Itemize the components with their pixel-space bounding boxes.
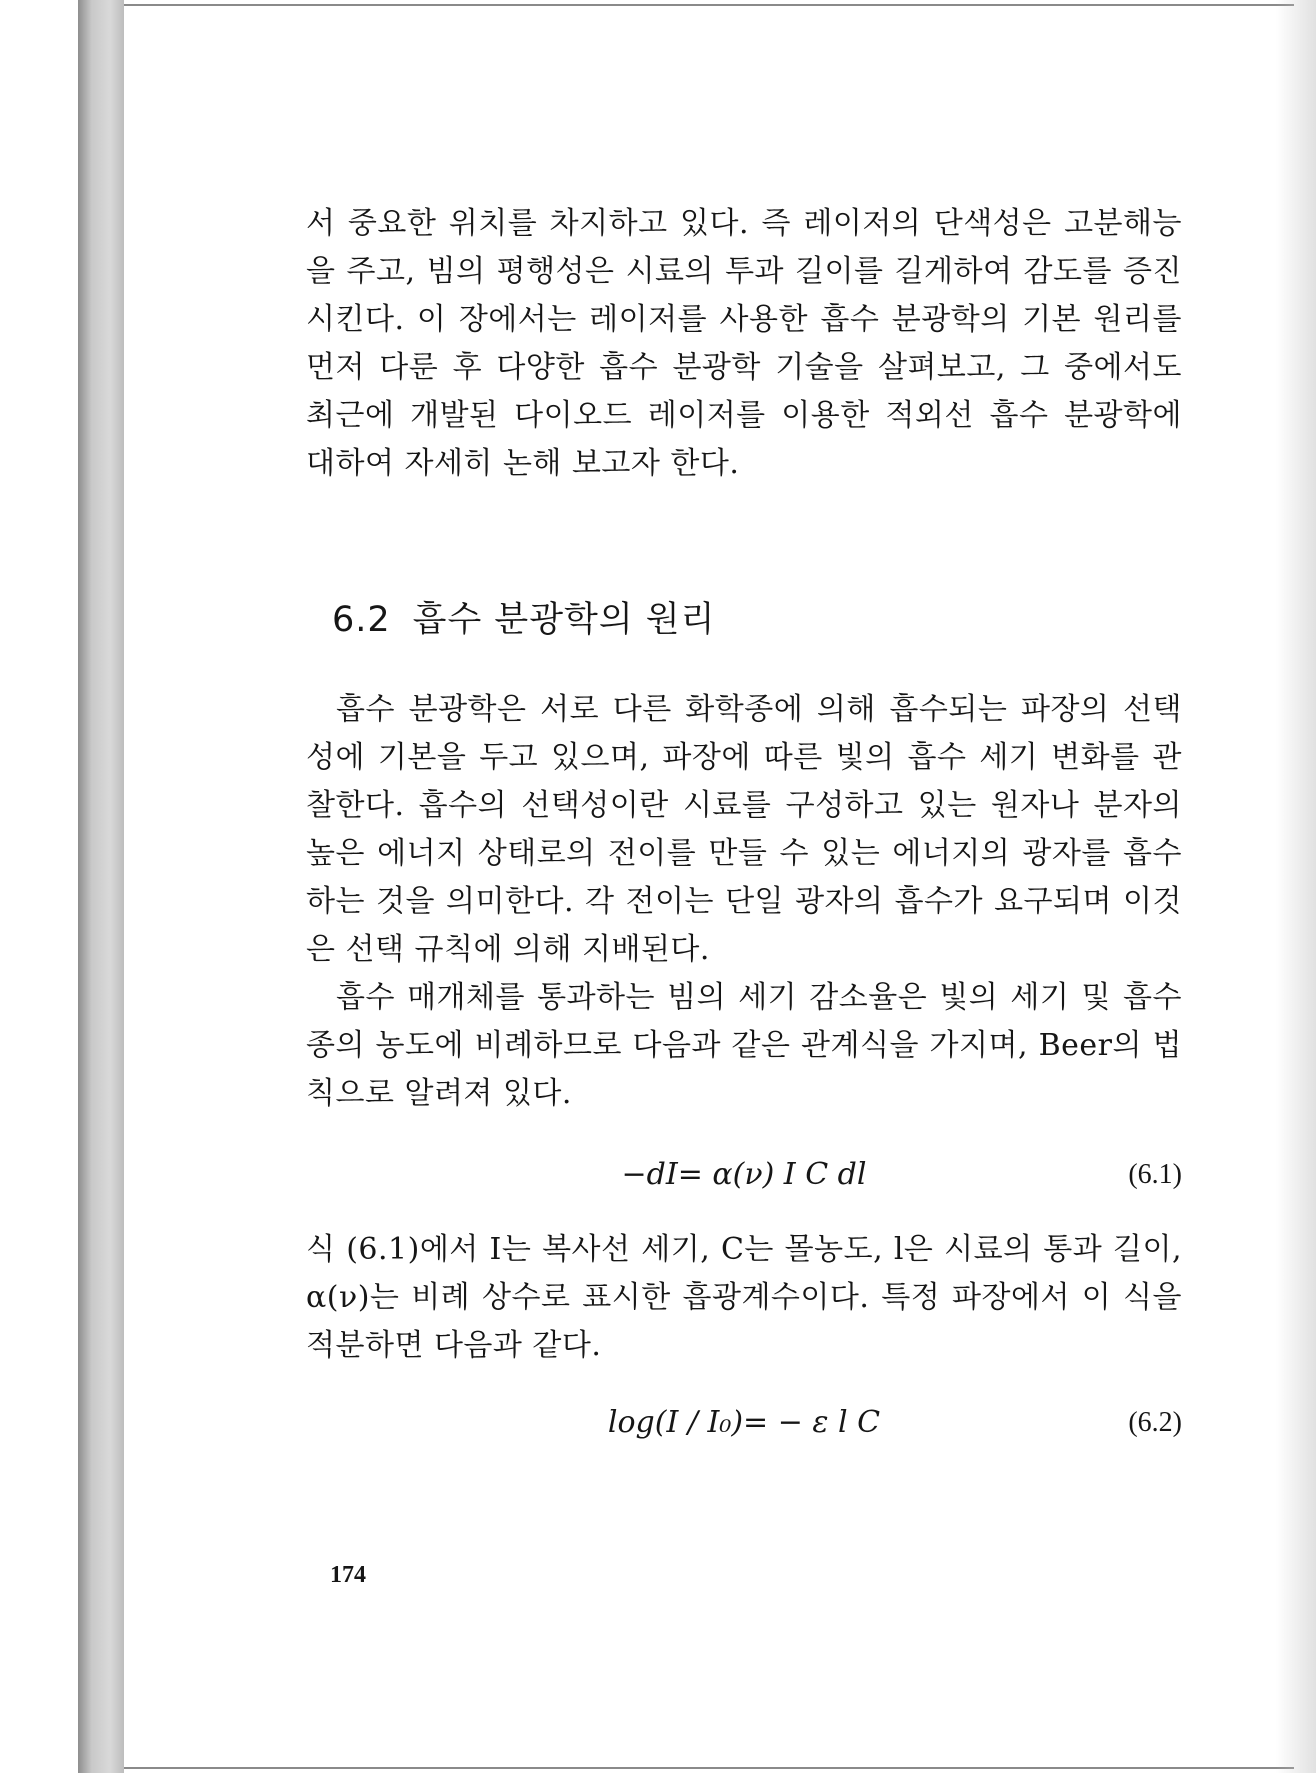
paragraph-beer-law: 흡수 매개체를 통과하는 빔의 세기 감소율은 빛의 세기 및 흡수종의 농도에 비례하므로 다음과 같은 관계식을 가지며, Beer의 법칙으로 알려져 있다. bbox=[306, 980, 1182, 1111]
equation-expression: −dI= α(ν) I C dl bbox=[621, 1157, 867, 1192]
intro-paragraph: 서 중요한 위치를 차지하고 있다. 즉 레이저의 단색성은 고분해능을 주고, 빔의 평행성은 시료의 투과 길이를 길게하여 감도를 증진시킨다. 이 장에서는 레이저를 사용한 흡수 분광학의 기본 원리를 먼저 다룬 후 다양한 흡수 분광학 기술을 살펴보고, 그 중에서도 최근에 개발된 다이오드 레이저를 이용한 적외선 흡수 분광학에 대하여 자세히 논해 보고자 한다. bbox=[306, 206, 1182, 481]
section-heading bbox=[332, 592, 715, 642]
section-title: 흡수 분광학의 원리 bbox=[412, 600, 716, 640]
book-spine bbox=[78, 0, 124, 1773]
intro-block bbox=[306, 200, 1182, 488]
section-number: 6.2 bbox=[332, 600, 391, 640]
equation-6-1 bbox=[306, 1150, 1182, 1200]
paragraph-selectivity: 흡수 분광학은 서로 다른 화학종에 의해 흡수되는 파장의 선택성에 기본을 두고 있으며, 파장에 따른 빛의 흡수 세기 변화를 관찰한다. 흡수의 선택성이란 시료를 구성하고 있는 원자나 분자의 높은 에너지 상태로의 전이를 만들 수 있는 에너지의 광자를 흡수하는 것을 의미한다. 각 전이는 단일 광자의 흡수가 요구되며 이것은 선택 규칙에 의해 지배된다. bbox=[306, 692, 1182, 967]
explanation-block bbox=[306, 1226, 1182, 1370]
paragraph-variables: 식 (6.1)에서 I는 복사선 세기, C는 몰농도, l은 시료의 통과 길이, α(ν)는 비례 상수로 표시한 흡광계수이다. 특정 파장에서 이 식을 적분하면 다음과 같다. bbox=[306, 1232, 1182, 1363]
page-number: 174 bbox=[330, 1562, 366, 1588]
page-edge-shadow bbox=[1276, 0, 1316, 1773]
body-block bbox=[306, 686, 1182, 1118]
equation-6-2 bbox=[306, 1398, 1182, 1448]
equation-number: (6.2) bbox=[1128, 1407, 1182, 1438]
equation-expression: log(I / I₀)= − ε l C bbox=[607, 1405, 881, 1440]
equation-number: (6.1) bbox=[1128, 1159, 1182, 1190]
